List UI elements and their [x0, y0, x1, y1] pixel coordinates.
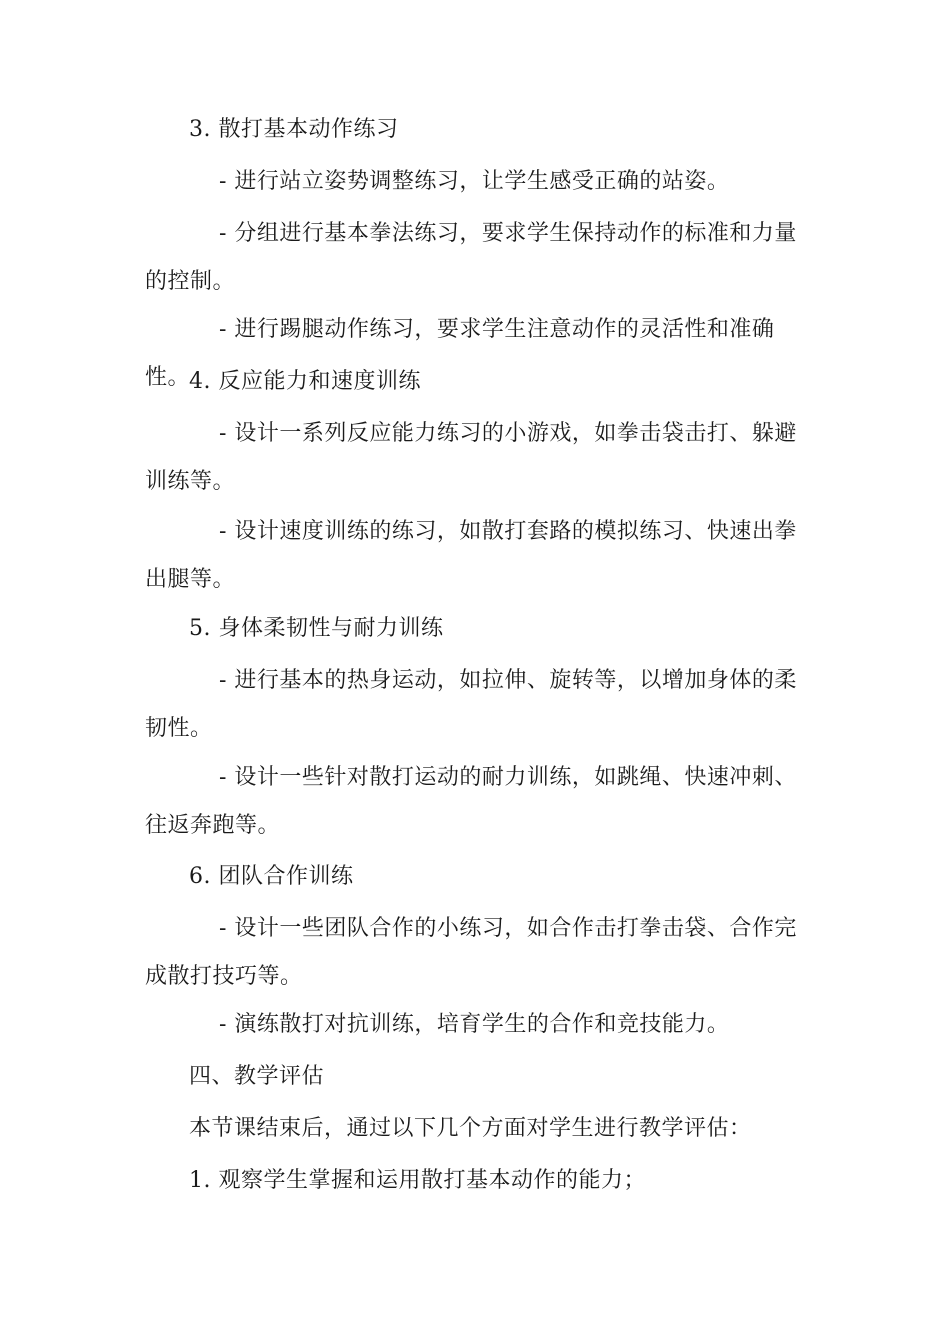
body-paragraph: 本节课结束后，通过以下几个方面对学生进行教学评估： [189, 1116, 752, 1141]
section-heading-evaluation: 四、教学评估 [189, 1064, 325, 1089]
list-item: - 设计一些团队合作的小练习，如合作击打拳击袋、合作完成散打技巧等。 [145, 916, 797, 989]
list-item: - 进行站立姿势调整练习，让学生感受正确的站姿。 [219, 169, 730, 194]
list-item: - 进行基本的热身运动，如拉伸、旋转等，以增加身体的柔韧性。 [145, 668, 797, 741]
list-item: - 演练散打对抗训练，培育学生的合作和竞技能力。 [219, 1012, 730, 1037]
list-item: - 设计一些针对散打运动的耐力训练，如跳绳、快速冲刺、往返奔跑等。 [145, 765, 797, 838]
section-heading-reaction-speed: 4. 反应能力和速度训练 [189, 369, 421, 394]
list-item: - 设计一系列反应能力练习的小游戏，如拳击袋击打、躲避训练等。 [145, 421, 797, 494]
section-heading-flexibility-endurance: 5. 身体柔韧性与耐力训练 [189, 616, 444, 641]
list-item: 1. 观察学生掌握和运用散打基本动作的能力； [189, 1168, 646, 1193]
list-item: - 进行踢腿动作练习，要求学生注意动作的灵活性和准确性。 [145, 317, 775, 390]
list-item: - 分组进行基本拳法练习，要求学生保持动作的标准和力量的控制。 [145, 221, 797, 294]
section-heading-basic-moves: 3. 散打基本动作练习 [189, 117, 399, 142]
list-item: - 设计速度训练的练习，如散打套路的模拟练习、快速出拳出腿等。 [145, 519, 797, 592]
section-heading-teamwork: 6. 团队合作训练 [189, 864, 354, 889]
